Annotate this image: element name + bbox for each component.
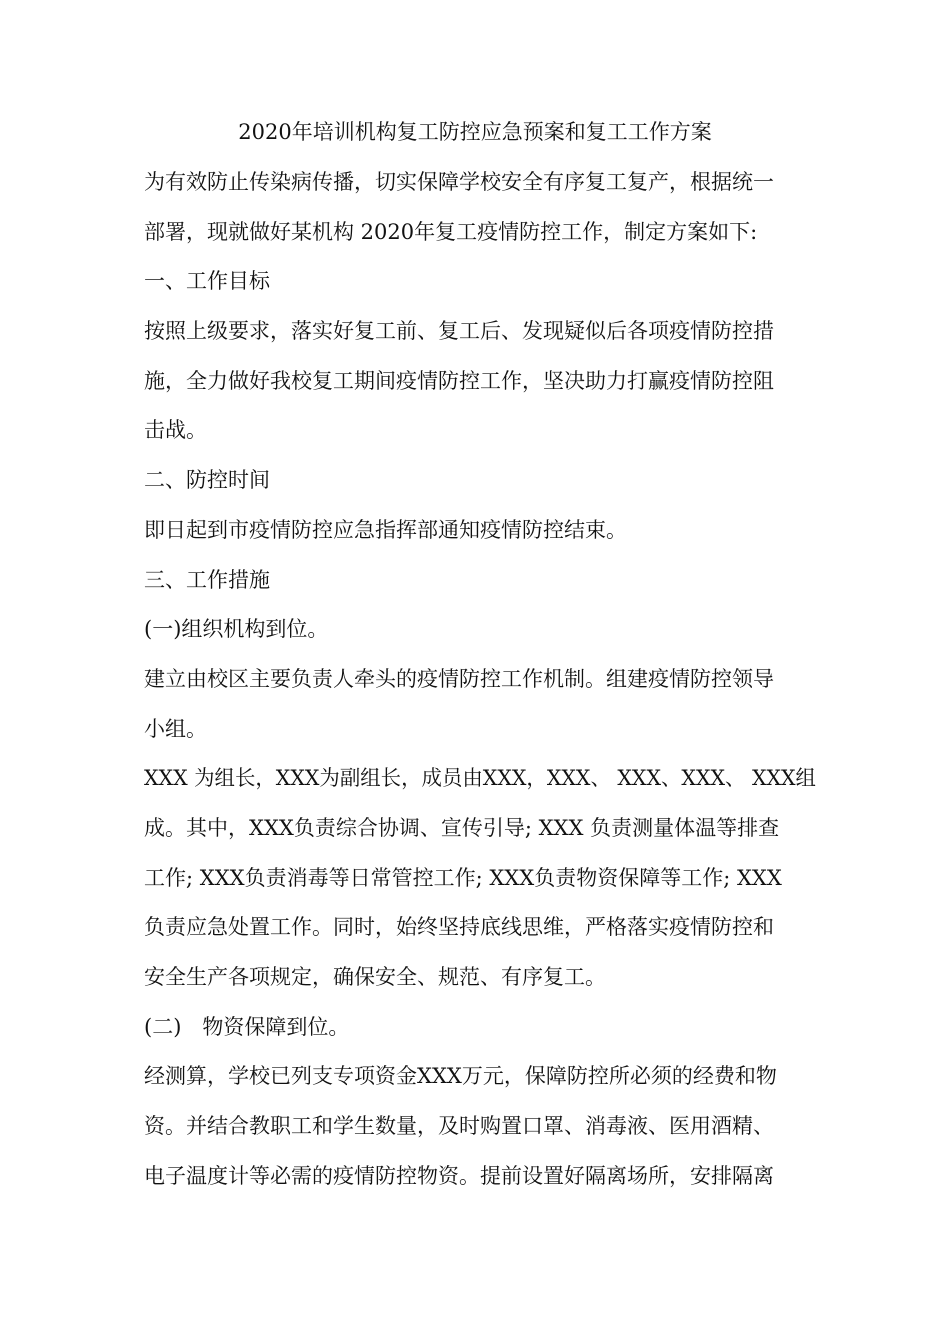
section-heading: 三、工作措施 bbox=[144, 567, 270, 592]
text-line: 电子温度计等必需的疫情防控物资。提前设置好隔离场所，安排隔离 bbox=[144, 1163, 774, 1188]
text-line: 负责应急处置工作。同时，始终坚持底线思维，严格落实疫情防控和 bbox=[144, 915, 774, 940]
document-title: 2020年培训机构复工防控应急预案和复工工作方案 bbox=[238, 120, 712, 144]
text-line: 为有效防止传染病传播，切实保障学校安全有序复工复产，根据统一 bbox=[144, 170, 774, 194]
section-heading: 一、工作目标 bbox=[144, 269, 270, 294]
text-line: 小组。 bbox=[144, 716, 207, 741]
text-line: XXX 为组长，XXX为副组长，成员由XXX，XXX、 XXX、XXX、 XXX组 bbox=[144, 766, 816, 791]
text-line: 按照上级要求，落实好复工前、复工后、发现疑似后各项疫情防控措 bbox=[144, 319, 774, 344]
text-line: 施，全力做好我校复工期间疫情防控工作，坚决助力打赢疫情防控阻 bbox=[144, 368, 774, 393]
document-body bbox=[144, 167, 816, 1210]
subsection-heading: (二) 物资保障到位。 bbox=[144, 1014, 350, 1039]
text-line: 经测算，学校已列支专项资金XXX万元，保障防控所必须的经费和物 bbox=[144, 1064, 777, 1089]
text-line: 即日起到市疫情防控应急指挥部通知疫情防控结束。 bbox=[144, 517, 627, 542]
section-heading: 二、防控时间 bbox=[144, 468, 270, 493]
text-line: 部署，现就做好某机构 2020年复工疫情防控工作，制定方案如下: bbox=[144, 219, 758, 244]
text-line: 建立由校区主要负责人牵头的疫情防控工作机制。组建疫情防控领导 bbox=[144, 666, 774, 691]
subsection-heading: (一)组织机构到位。 bbox=[144, 617, 329, 642]
text-line: 击战。 bbox=[144, 418, 207, 443]
text-line: 资。并结合教职工和学生数量，及时购置口罩、消毒液、医用酒精、 bbox=[144, 1114, 774, 1139]
text-line: 工作; XXX负责消毒等日常管控工作; XXX负责物资保障等工作; XXX bbox=[144, 865, 782, 890]
text-line: 成。其中，XXX负责综合协调、宣传引导; XXX 负责测量体温等排查 bbox=[144, 815, 780, 840]
text-line: 安全生产各项规定，确保安全、规范、有序复工。 bbox=[144, 965, 606, 989]
